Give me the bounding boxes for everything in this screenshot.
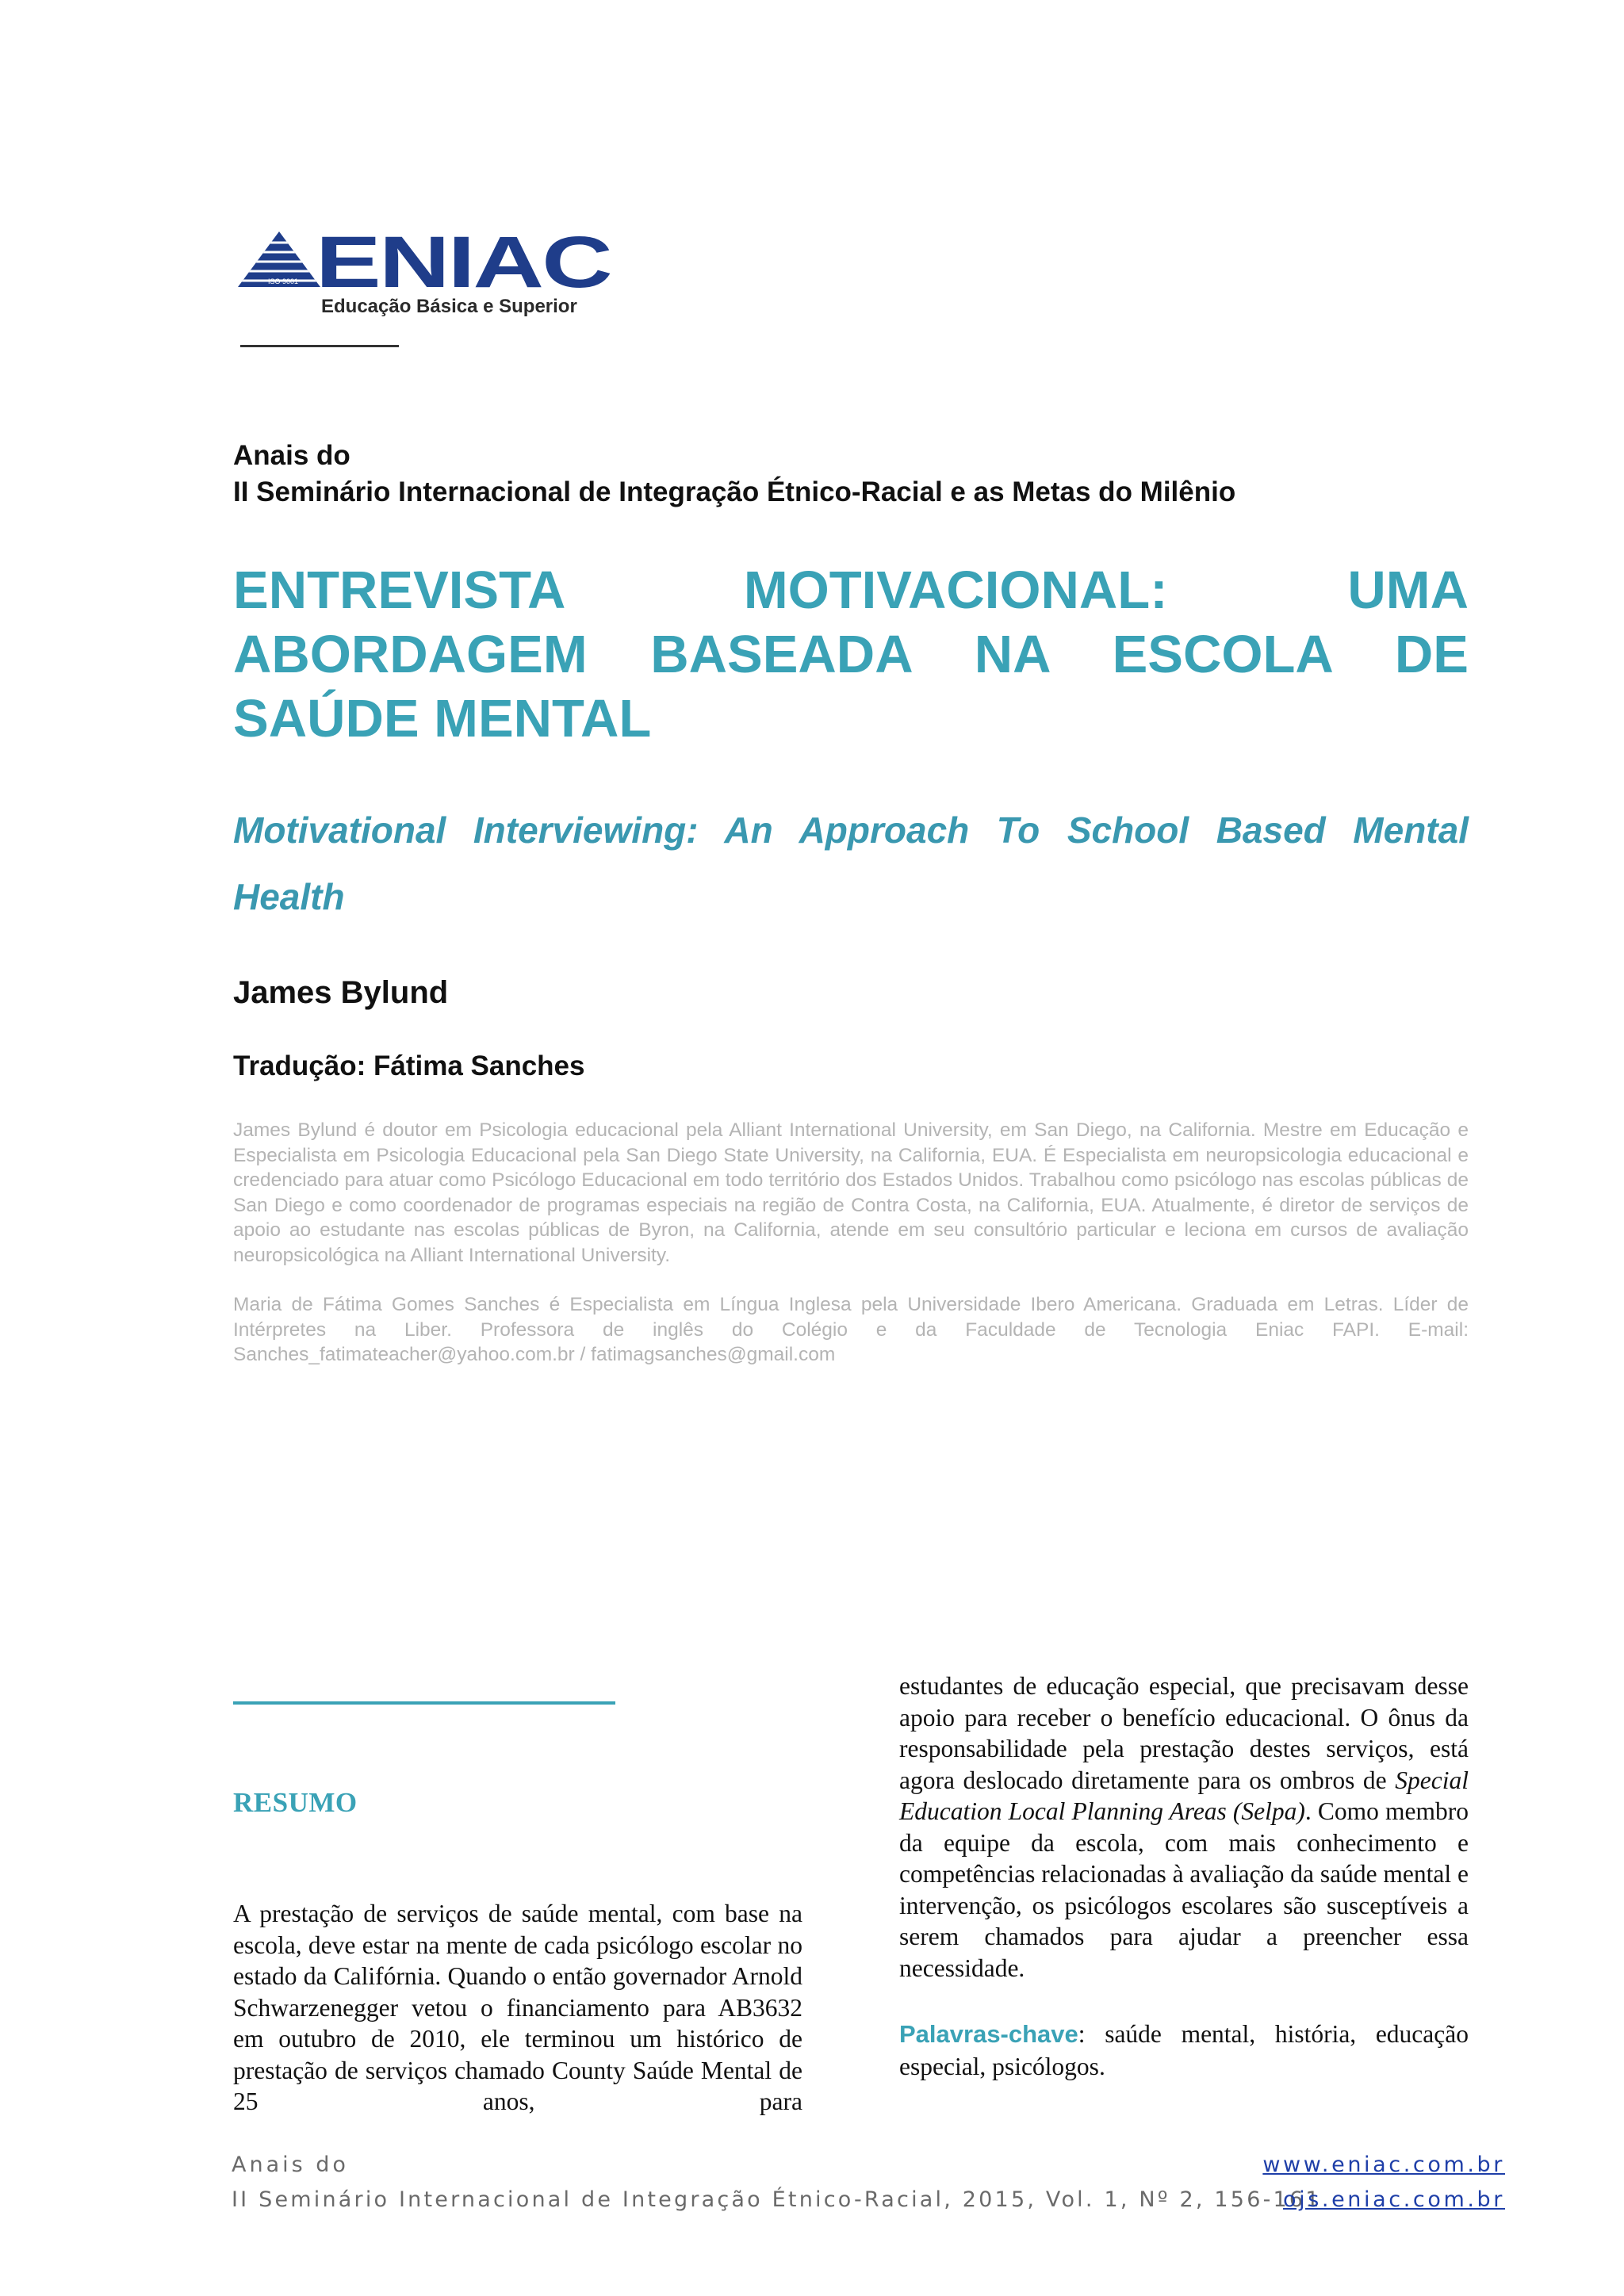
abstract-text-right: [899, 1670, 1469, 1984]
abstract-text-part: estudantes de educação especial, que precisavam desse apoio para receber o benefício educacional. O ônus da responsabilidade pela prestação destes serviços, está agora deslocado diretamente para os ombros de: [899, 1672, 1469, 1794]
logo-divider: [240, 345, 399, 347]
article-title-english: Motivational Interviewing: An Approach To School Based Mental Health: [233, 809, 1469, 917]
translator-bio: Maria de Fátima Gomes Sanches é Especialista em Língua Inglesa pela Universidade Ibero Americana. Graduada em Letras. Líder de Intérpretes na Liber. Professora de inglês do Colégio e da Faculdade de Tecnologia Eniac FAPI. E-mail: Sanches_fatimateacher@yahoo.com.br / fatimagsanches@gmail.com: [233, 1294, 1469, 1365]
proceedings-header: [233, 438, 1235, 511]
seminar-name: II Seminário Internacional de Integração Étnico-Racial e as Metas do Milênio: [233, 476, 1236, 507]
keywords: [899, 2018, 1469, 2083]
svg-text:Educação Básica e Superior: Educação Básica e Superior: [321, 296, 577, 317]
article-title: ENTREVISTA MOTIVACIONAL: UMA ABORDAGEM BASEADA NA ESCOLA DE SAÚDE MENTAL: [233, 561, 1469, 748]
abstract-italic-term: Special Education Local Planning Areas (Selpa): [899, 1766, 1469, 1825]
abstract-divider: [233, 1701, 615, 1705]
abstract-text-left: A prestação de serviços de saúde mental, com base na escola, deve estar na mente de cada psicólogo escolar no estado da Califórnia. Quando o então governador Arnold Schwarzenegger vetou o financiamento para AB3632 em outubro de 2010, ele terminou um histórico de prestação de serviços chamado County Saúde Mental de 25 anos, para: [233, 1900, 802, 2115]
footer-link-ojs[interactable]: ojs.eniac.com.br: [1283, 2187, 1505, 2212]
author-name: James Bylund: [233, 975, 449, 1010]
footer-proceedings-label: Anais do: [232, 2152, 349, 2177]
svg-text:ENIAC: ENIAC: [316, 230, 611, 303]
abstract-heading: RESUMO: [233, 1787, 358, 1818]
abstract-text-part: . Como membro da equipe da escola, com mais conhecimento e competências relacionadas à avaliação da saúde mental e intervenção, os psicólogos escolares são susceptíveis a serem chamados para ajudar a preencher essa necessidade.: [899, 1797, 1469, 1982]
translator-name: Tradução: Fátima Sanches: [233, 1050, 585, 1081]
keywords-label: Palavras-chave: [899, 2020, 1078, 2048]
eniac-logo: [238, 230, 611, 319]
svg-text:ISO 9001: ISO 9001: [268, 277, 299, 285]
author-bio: James Bylund é doutor em Psicologia educacional pela Alliant International University, em San Diego, na California. Mestre em Educação e Especialista em Psicologia Educacional pela San Diego State University, na California, EUA. É Especialista em neuropsicologia educacional e credenciado para atuar como Psicólogo Educacional em todo território dos Estados Unidos. Trabalhou como psicólogo nas escolas públicas de San Diego e como coordenador de programas especiais na região de Contra Costa, na California, EUA. Atualmente, é diretor de serviços de apoio ao estudante nas escolas públicas de Byron, na California, atende em seu consultório particular e leciona em cursos de avaliação neuropsicológica na Alliant International University.: [233, 1119, 1469, 1266]
keywords-text: : saúde mental, história, educação especial, psicólogos.: [899, 2020, 1469, 2080]
footer-link-eniac[interactable]: www.eniac.com.br: [1262, 2152, 1505, 2177]
footer-citation: II Seminário Internacional de Integração Étnico-Racial, 2015, Vol. 1, Nº 2, 156-161: [232, 2187, 1322, 2212]
proceedings-label: Anais do: [233, 440, 350, 471]
eniac-logo-mark: [238, 230, 611, 319]
